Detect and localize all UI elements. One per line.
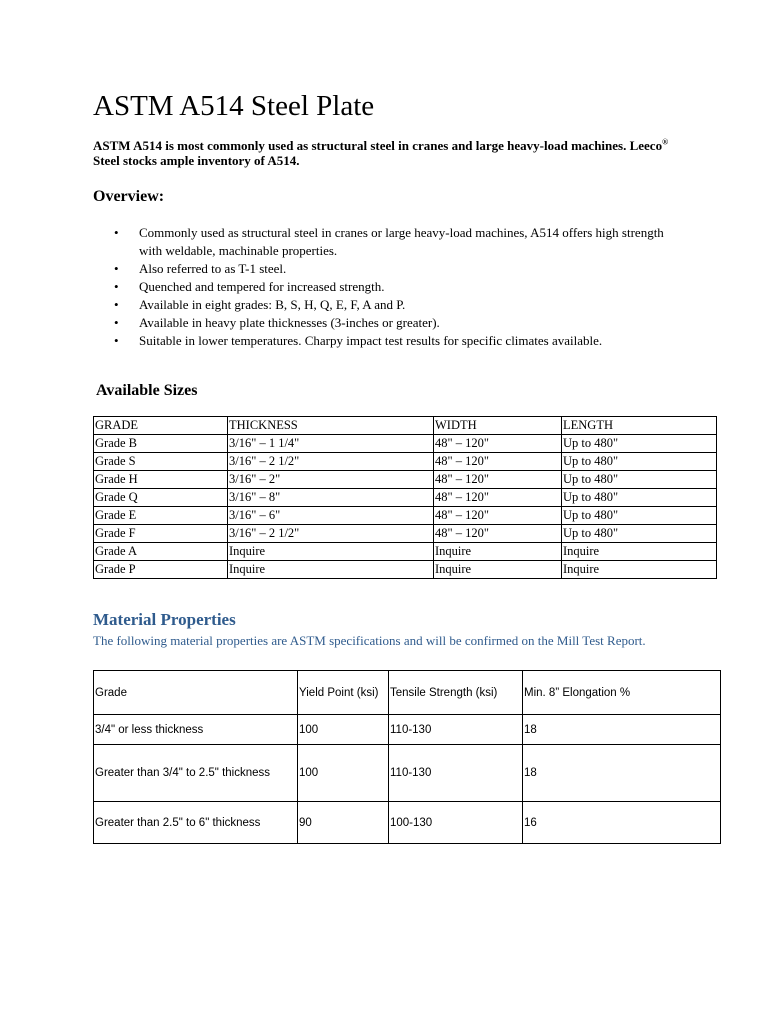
bullet-icon: • [114, 315, 119, 330]
header-cell: GRADE [94, 417, 228, 435]
table-cell: Grade P [94, 561, 228, 579]
table-cell: 48" – 120" [434, 525, 562, 543]
table-header-row [94, 671, 721, 715]
header-cell: THICKNESS [228, 417, 434, 435]
table-cell: 18 [523, 745, 721, 802]
table-row [94, 561, 717, 579]
list-item [93, 260, 668, 278]
table-cell: 110-130 [389, 745, 523, 802]
bullet-text: Quenched and tempered for increased strength. [139, 279, 385, 294]
table-cell: Grade B [94, 435, 228, 453]
table-cell: Grade A [94, 543, 228, 561]
bullet-text: Suitable in lower temperatures. Charpy impact test results for specific climates available. [139, 333, 603, 348]
material-properties-note: The following material properties are ASTM specifications and will be confirmed on the Mill Test Report. [93, 633, 646, 648]
table-row [94, 745, 721, 802]
table-header-row [94, 417, 717, 435]
table-cell: Inquire [562, 543, 717, 561]
table-cell: Grade H [94, 471, 228, 489]
table-cell: Grade E [94, 507, 228, 525]
list-item [93, 314, 668, 332]
table-cell: Up to 480" [562, 453, 717, 471]
bullet-icon: • [114, 279, 119, 294]
bullet-icon: • [114, 225, 119, 240]
table-cell: 3/16" – 2" [228, 471, 434, 489]
available-sizes-table [93, 416, 717, 579]
available-sizes-heading: Available Sizes [96, 382, 198, 399]
header-cell: Min. 8” Elongation % [523, 671, 721, 715]
table-cell: Inquire [434, 561, 562, 579]
table-cell: Greater than 2.5" to 6" thickness [94, 802, 298, 844]
overview-heading: Overview: [93, 188, 165, 205]
bullet-text: Commonly used as structural steel in cranes or large heavy-load machines, A514 offers high strength with weldable, machinable properties. [139, 225, 664, 258]
table-cell: Up to 480" [562, 471, 717, 489]
table-cell: Up to 480" [562, 507, 717, 525]
overview-bullet-list [93, 224, 668, 350]
table-cell: 3/16" – 1 1/4" [228, 435, 434, 453]
table-cell: Up to 480" [562, 435, 717, 453]
bullet-icon: • [114, 261, 119, 276]
list-item [93, 224, 668, 260]
table-row [94, 715, 721, 745]
table-cell: 48" – 120" [434, 489, 562, 507]
table-cell: 48" – 120" [434, 453, 562, 471]
list-item [93, 278, 668, 296]
header-cell: Grade [94, 671, 298, 715]
header-cell: Tensile Strength (ksi) [389, 671, 523, 715]
table-cell: Inquire [562, 561, 717, 579]
table-cell: Greater than 3/4" to 2.5" thickness [94, 745, 298, 802]
header-cell: WIDTH [434, 417, 562, 435]
intro-paragraph [93, 138, 673, 168]
table-cell: Up to 480" [562, 489, 717, 507]
table-cell: Up to 480" [562, 525, 717, 543]
material-properties-table [93, 670, 721, 844]
bullet-icon: • [114, 333, 119, 348]
list-item [93, 296, 668, 314]
table-row [94, 489, 717, 507]
bullet-text: Also referred to as T-1 steel. [139, 261, 287, 276]
table-cell: 48" – 120" [434, 507, 562, 525]
table-row [94, 543, 717, 561]
intro-text-part2: Steel stocks ample inventory of A514. [93, 153, 300, 168]
table-cell: 110-130 [389, 715, 523, 745]
table-cell: 3/16" – 8" [228, 489, 434, 507]
table-cell: Grade S [94, 453, 228, 471]
page-title: ASTM A514 Steel Plate [93, 90, 375, 122]
intro-text-part1: ASTM A514 is most commonly used as structural steel in cranes and large heavy-load machines. Leeco [93, 138, 663, 153]
table-cell: Inquire [434, 543, 562, 561]
table-row [94, 802, 721, 844]
header-cell: LENGTH [562, 417, 717, 435]
table-row [94, 507, 717, 525]
registered-mark: ® [662, 137, 669, 147]
table-cell: 90 [298, 802, 389, 844]
table-row [94, 453, 717, 471]
table-row [94, 525, 717, 543]
table-cell: 48" – 120" [434, 471, 562, 489]
bullet-icon: • [114, 297, 119, 312]
material-properties-heading: Material Properties [93, 610, 236, 629]
list-item [93, 332, 668, 350]
table-cell: Grade Q [94, 489, 228, 507]
table-cell: 3/16" – 2 1/2" [228, 525, 434, 543]
table-cell: 100 [298, 715, 389, 745]
table-row [94, 471, 717, 489]
table-cell: 3/16" – 6" [228, 507, 434, 525]
table-cell: 3/4" or less thickness [94, 715, 298, 745]
table-cell: Inquire [228, 561, 434, 579]
table-cell: 100-130 [389, 802, 523, 844]
table-cell: 18 [523, 715, 721, 745]
table-cell: 3/16" – 2 1/2" [228, 453, 434, 471]
table-row [94, 435, 717, 453]
table-cell: 100 [298, 745, 389, 802]
bullet-text: Available in heavy plate thicknesses (3-inches or greater). [139, 315, 440, 330]
table-cell: 48" – 120" [434, 435, 562, 453]
bullet-text: Available in eight grades: B, S, H, Q, E, F, A and P. [139, 297, 406, 312]
header-cell: Yield Point (ksi) [298, 671, 389, 715]
table-cell: 16 [523, 802, 721, 844]
table-cell: Grade F [94, 525, 228, 543]
table-cell: Inquire [228, 543, 434, 561]
